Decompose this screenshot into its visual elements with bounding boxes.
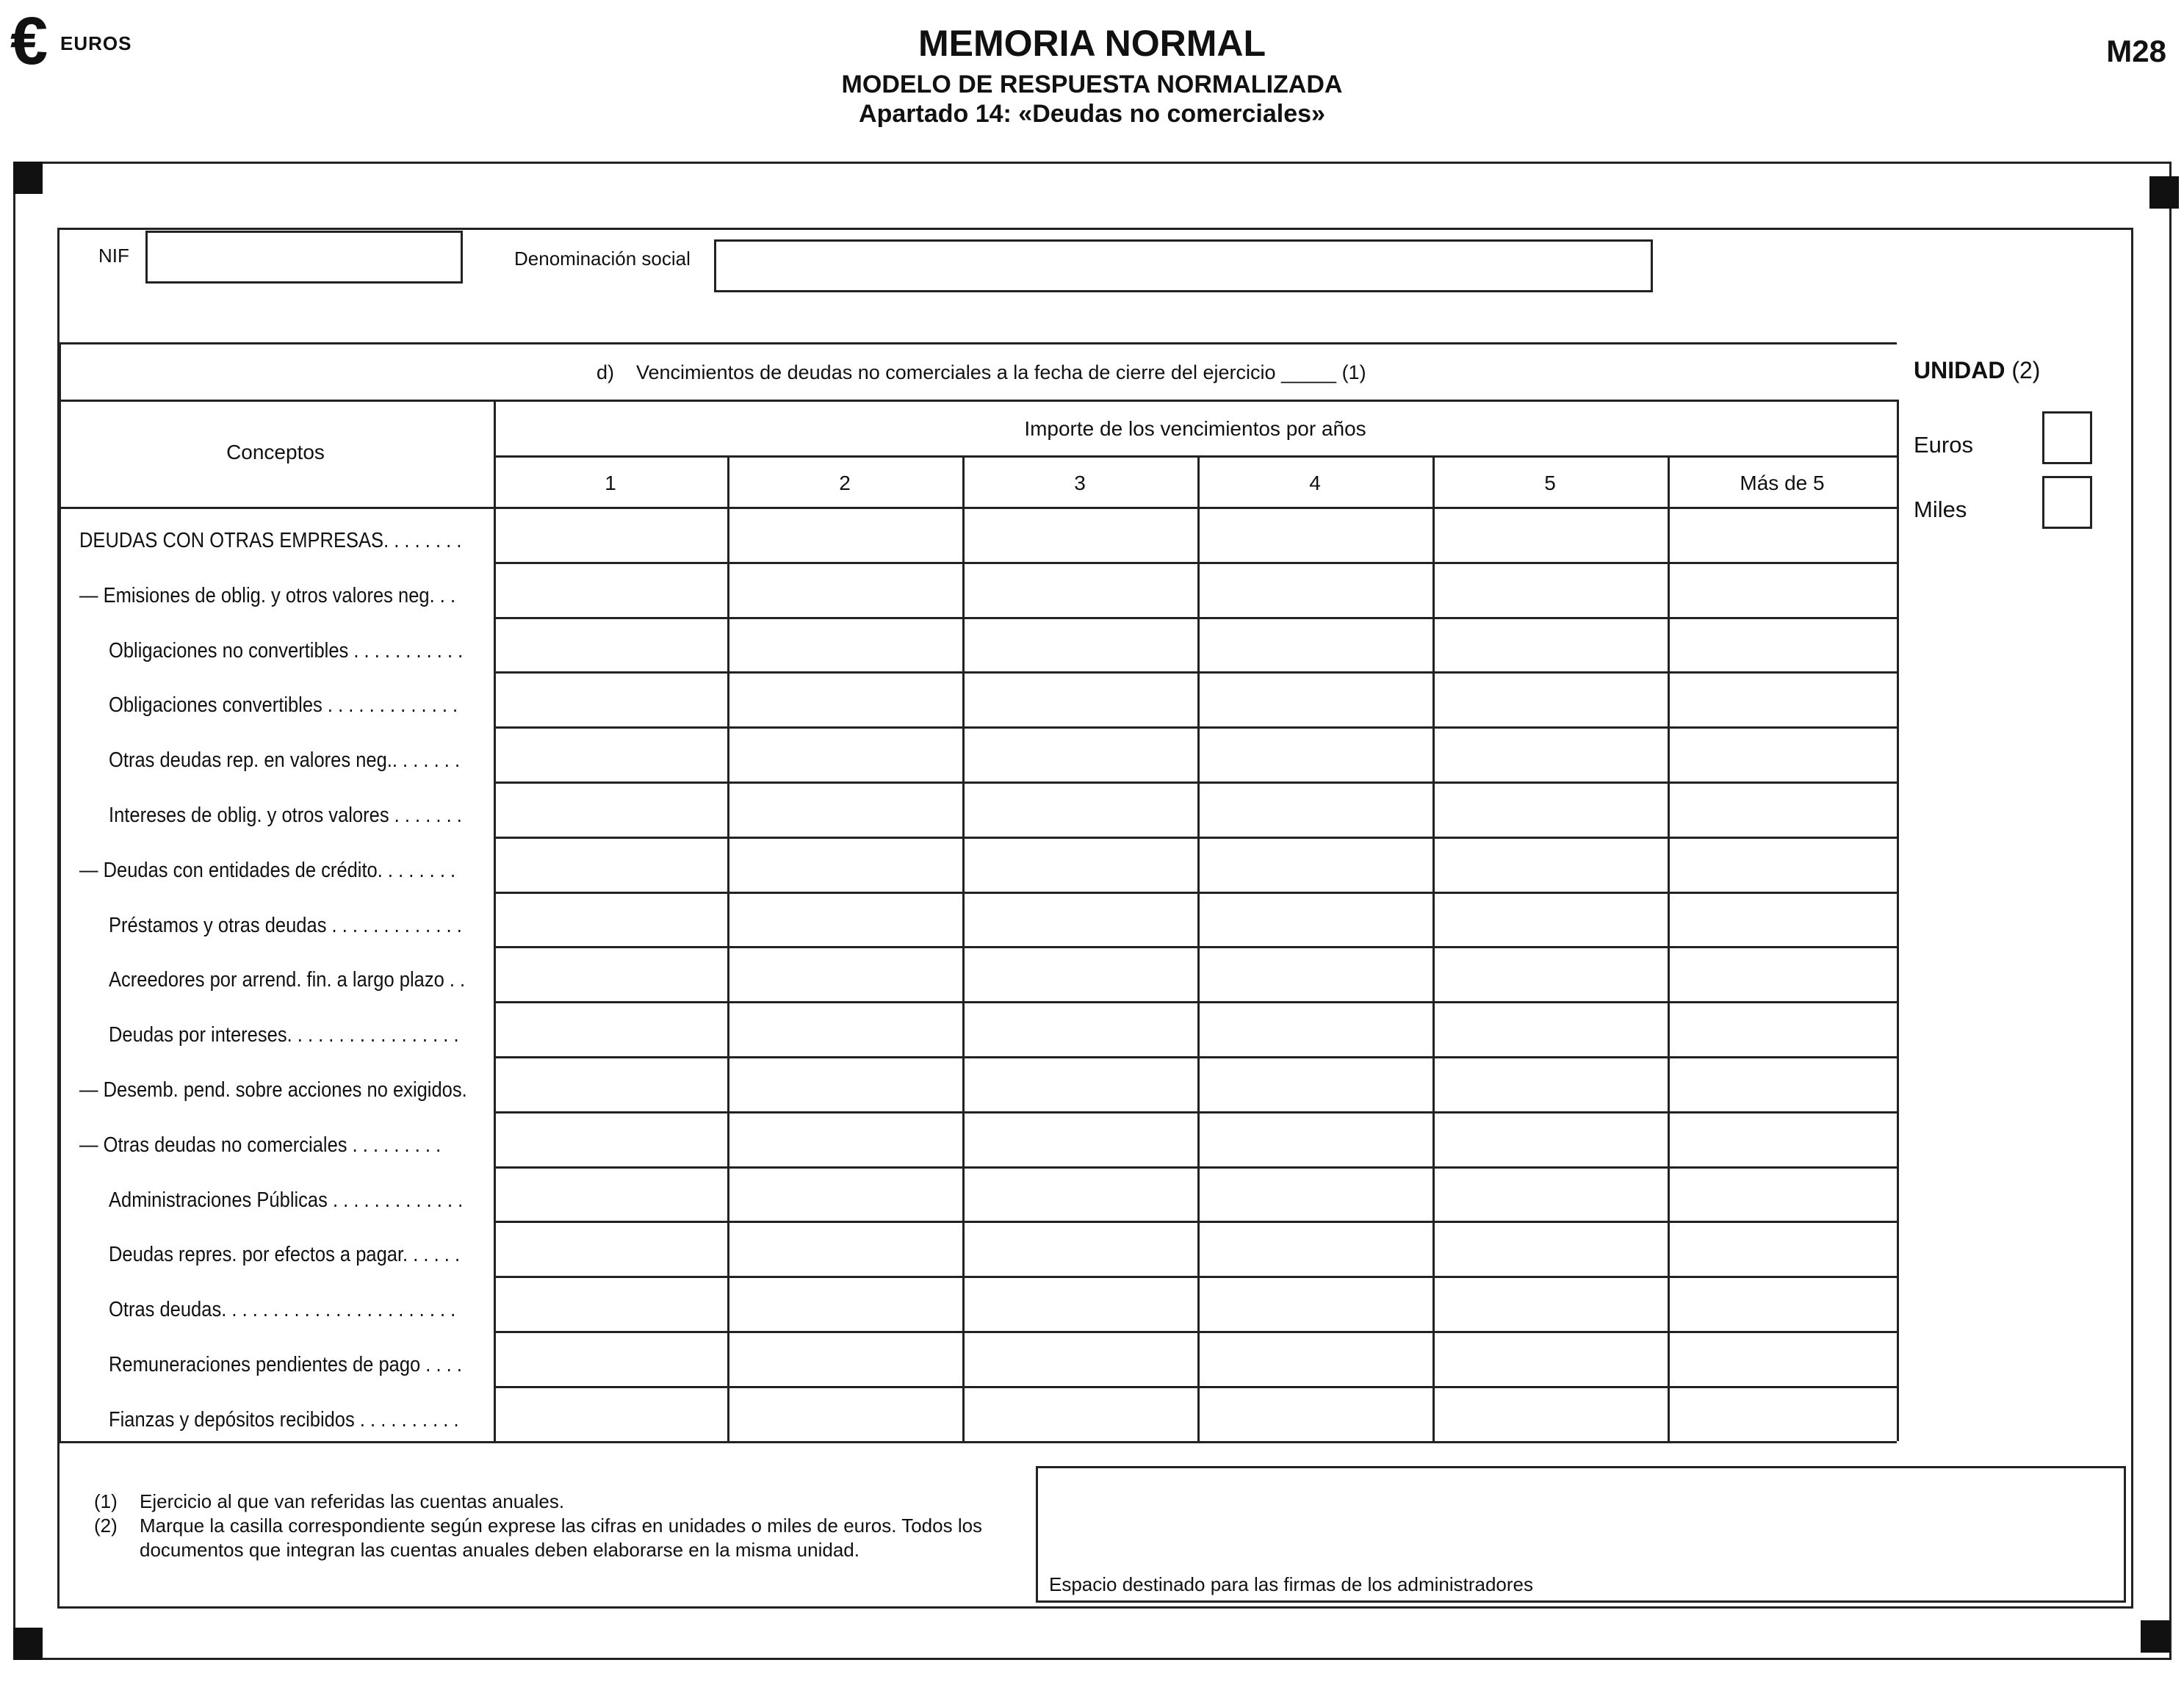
concept-label: — Otras deudas no comerciales . . . . . . . . . bbox=[79, 1133, 442, 1157]
denominacion-field[interactable] bbox=[714, 239, 1653, 292]
concept-label: Obligaciones no convertibles . . . . . . . . . . . bbox=[109, 638, 464, 663]
amount-input-cell[interactable] bbox=[496, 1334, 725, 1383]
amount-input-cell[interactable] bbox=[729, 1004, 960, 1053]
amount-input-cell[interactable] bbox=[1435, 1334, 1665, 1383]
footnote-1-number: (1) bbox=[94, 1490, 118, 1512]
table-row bbox=[59, 1331, 1897, 1386]
amount-input-cell[interactable] bbox=[1435, 1114, 1665, 1163]
amount-input-cell[interactable] bbox=[1200, 949, 1430, 998]
amount-input-cell[interactable] bbox=[729, 784, 960, 834]
amount-input-cell[interactable] bbox=[1200, 620, 1430, 669]
amount-input-cell[interactable] bbox=[965, 1004, 1195, 1053]
amount-input-cell[interactable] bbox=[1670, 674, 1895, 723]
amount-input-cell[interactable] bbox=[1200, 1004, 1430, 1053]
amount-input-cell[interactable] bbox=[1670, 1334, 1895, 1383]
amount-input-cell[interactable] bbox=[965, 1279, 1195, 1328]
amount-input-cell[interactable] bbox=[1200, 895, 1430, 944]
amount-input-cell[interactable] bbox=[496, 949, 725, 998]
concept-label: — Deudas con entidades de crédito. . . . . . . . bbox=[79, 858, 456, 882]
maturities-table bbox=[59, 342, 1897, 1441]
euro-icon: € bbox=[10, 4, 48, 79]
table-row bbox=[59, 726, 1897, 782]
amount-input-cell[interactable] bbox=[729, 1059, 960, 1108]
concept-label: Administraciones Públicas . . . . . . . . . . . . . bbox=[109, 1188, 464, 1212]
amount-input-cell[interactable] bbox=[729, 1389, 960, 1438]
amount-input-cell[interactable] bbox=[965, 1334, 1195, 1383]
amount-input-cell[interactable] bbox=[1670, 1059, 1895, 1108]
amount-input-cell[interactable] bbox=[729, 1279, 960, 1328]
amount-input-cell[interactable] bbox=[1435, 510, 1665, 559]
concept-label: DEUDAS CON OTRAS EMPRESAS. . . . . . . . bbox=[79, 529, 462, 552]
table-row bbox=[59, 1221, 1897, 1276]
table-title-prefix: d) bbox=[597, 361, 615, 383]
year-column-header: Más de 5 bbox=[1740, 472, 1825, 494]
amount-input-cell[interactable] bbox=[1200, 1279, 1430, 1328]
concepts-header: Conceptos bbox=[226, 441, 325, 463]
page-subtitle: MODELO DE RESPUESTA NORMALIZADA bbox=[841, 71, 1343, 98]
amount-input-cell[interactable] bbox=[965, 949, 1195, 998]
concept-label: — Desemb. pend. sobre acciones no exigidos. bbox=[79, 1078, 467, 1102]
amount-input-cell[interactable] bbox=[1435, 840, 1665, 889]
amount-input-cell[interactable] bbox=[965, 1224, 1195, 1273]
amount-input-cell[interactable] bbox=[965, 895, 1195, 944]
year-column-header: 5 bbox=[1544, 472, 1556, 494]
unidad-miles-label: Miles bbox=[1914, 497, 1967, 522]
unidad-note-ref: (2) bbox=[2011, 357, 2041, 383]
amount-input-cell[interactable] bbox=[1670, 784, 1895, 834]
registration-mark-top-right bbox=[2149, 176, 2179, 209]
amount-input-cell[interactable] bbox=[1200, 565, 1430, 614]
amount-input-cell[interactable] bbox=[1435, 1004, 1665, 1053]
amount-input-cell[interactable] bbox=[1670, 1389, 1895, 1438]
amount-input-cell[interactable] bbox=[1435, 1389, 1665, 1438]
amount-input-cell[interactable] bbox=[496, 1224, 725, 1273]
amount-input-cell[interactable] bbox=[496, 729, 725, 779]
unidad-title-text: UNIDAD bbox=[1914, 357, 2005, 383]
amount-input-cell[interactable] bbox=[1670, 949, 1895, 998]
amount-input-cell[interactable] bbox=[965, 840, 1195, 889]
amount-input-cell[interactable] bbox=[496, 1169, 725, 1219]
amount-input-cell[interactable] bbox=[496, 510, 725, 559]
column-divider bbox=[1897, 400, 1899, 1441]
amount-input-cell[interactable] bbox=[1200, 1059, 1430, 1108]
amount-input-cell[interactable] bbox=[1200, 840, 1430, 889]
table-row bbox=[59, 1001, 1897, 1056]
table-row bbox=[59, 562, 1897, 617]
table-row bbox=[59, 1276, 1897, 1331]
amount-input-cell[interactable] bbox=[729, 729, 960, 779]
amount-input-cell[interactable] bbox=[1670, 1224, 1895, 1273]
footnote-2-cont bbox=[94, 1538, 982, 1562]
amount-input-cell[interactable] bbox=[965, 510, 1195, 559]
amount-input-cell[interactable] bbox=[1435, 1169, 1665, 1219]
amount-input-cell[interactable] bbox=[729, 949, 960, 998]
table-bottom-line bbox=[59, 1441, 1897, 1443]
amount-input-cell[interactable] bbox=[729, 510, 960, 559]
concept-label: Remuneraciones pendientes de pago . . . . bbox=[109, 1353, 462, 1376]
amount-input-cell[interactable] bbox=[1200, 510, 1430, 559]
year-column-header: 2 bbox=[839, 472, 851, 494]
concept-label: Intereses de oblig. y otros valores . . . . . . . bbox=[109, 804, 462, 827]
amount-input-cell[interactable] bbox=[1435, 1059, 1665, 1108]
registration-mark-bottom-left bbox=[13, 1628, 43, 1660]
amount-input-cell[interactable] bbox=[965, 784, 1195, 834]
table-row bbox=[59, 617, 1897, 672]
year-column-header: 1 bbox=[605, 472, 616, 494]
registration-mark-top-left bbox=[13, 162, 43, 194]
footnotes bbox=[94, 1490, 982, 1562]
amount-input-cell[interactable] bbox=[1435, 729, 1665, 779]
form-code: M28 bbox=[2106, 34, 2166, 68]
footnote-1 bbox=[94, 1490, 982, 1514]
amount-input-cell[interactable] bbox=[965, 620, 1195, 669]
unidad-title bbox=[1914, 357, 2040, 384]
denominacion-label: Denominación social bbox=[514, 248, 691, 270]
table-top-line bbox=[59, 342, 1897, 344]
concept-label: Préstamos y otras deudas . . . . . . . . . . . . . bbox=[109, 913, 462, 937]
amount-input-cell[interactable] bbox=[1435, 565, 1665, 614]
amount-input-cell[interactable] bbox=[1670, 1004, 1895, 1053]
table-row bbox=[59, 1386, 1897, 1441]
unidad-euros-checkbox[interactable] bbox=[2042, 411, 2092, 464]
table-row bbox=[59, 1056, 1897, 1111]
amount-input-cell[interactable] bbox=[1435, 1224, 1665, 1273]
amount-input-cell[interactable] bbox=[965, 1169, 1195, 1219]
amount-input-cell[interactable] bbox=[496, 895, 725, 944]
amount-input-cell[interactable] bbox=[1670, 840, 1895, 889]
amount-input-cell[interactable] bbox=[729, 620, 960, 669]
amount-input-cell[interactable] bbox=[1200, 784, 1430, 834]
amount-input-cell[interactable] bbox=[1670, 1279, 1895, 1328]
signature-label: Espacio destinado para las firmas de los administradores bbox=[1049, 1573, 1534, 1595]
table-title: Vencimientos de deudas no comerciales a la fecha de cierre del ejercicio _____ (1) bbox=[636, 361, 1366, 383]
concept-label: Obligaciones convertibles . . . . . . . . . . . . . bbox=[109, 693, 458, 718]
footnote-1-text: Ejercicio al que van referidas las cuentas anuales. bbox=[140, 1490, 565, 1512]
amount-input-cell[interactable] bbox=[1200, 729, 1430, 779]
amount-input-cell[interactable] bbox=[496, 840, 725, 889]
table-row bbox=[59, 1166, 1897, 1221]
amount-input-cell[interactable] bbox=[1435, 674, 1665, 723]
table-row bbox=[59, 892, 1897, 947]
amount-input-cell[interactable] bbox=[729, 674, 960, 723]
concept-label: Otras deudas rep. en valores neg.. . . . . . . bbox=[109, 748, 461, 773]
amount-input-cell[interactable] bbox=[496, 1059, 725, 1108]
concept-label: Otras deudas. . . . . . . . . . . . . . . . . . . . . . . bbox=[109, 1298, 456, 1322]
amount-input-cell[interactable] bbox=[1200, 1169, 1430, 1219]
footnote-2-cont-text: documentos que integran las cuentas anuales deben elaborarse en la misma unidad. bbox=[140, 1539, 859, 1561]
amount-input-cell[interactable] bbox=[496, 565, 725, 614]
section-title: Apartado 14: «Deudas no comerciales» bbox=[859, 100, 1325, 128]
amount-input-cell[interactable] bbox=[965, 729, 1195, 779]
year-column-header: 4 bbox=[1309, 472, 1321, 494]
concept-label: Acreedores por arrend. fin. a largo plazo . . bbox=[109, 968, 466, 992]
euros-label: EUROS bbox=[60, 32, 132, 54]
unidad-miles-checkbox[interactable] bbox=[2042, 476, 2092, 529]
amount-input-cell[interactable] bbox=[965, 565, 1195, 614]
amount-input-cell[interactable] bbox=[1200, 1389, 1430, 1438]
amount-input-cell[interactable] bbox=[1670, 1169, 1895, 1219]
amount-input-cell[interactable] bbox=[1670, 510, 1895, 559]
concept-label: Fianzas y depósitos recibidos . . . . . . . . . . bbox=[109, 1407, 459, 1432]
amount-input-cell[interactable] bbox=[1200, 674, 1430, 723]
table-row bbox=[59, 507, 1897, 562]
concept-label: Deudas repres. por efectos a pagar. . . . . . bbox=[109, 1243, 461, 1267]
table-row bbox=[59, 1111, 1897, 1166]
concept-label: — Emisiones de oblig. y otros valores neg. . . bbox=[79, 583, 456, 607]
nif-field[interactable] bbox=[145, 231, 463, 284]
table-row bbox=[59, 837, 1897, 892]
amount-input-cell[interactable] bbox=[1670, 1114, 1895, 1163]
amount-input-cell[interactable] bbox=[1670, 895, 1895, 944]
amount-input-cell[interactable] bbox=[496, 674, 725, 723]
amount-input-cell[interactable] bbox=[496, 1004, 725, 1053]
amount-input-cell[interactable] bbox=[496, 1389, 725, 1438]
amount-input-cell[interactable] bbox=[965, 1114, 1195, 1163]
amount-input-cell[interactable] bbox=[729, 840, 960, 889]
amount-input-cell[interactable] bbox=[1435, 895, 1665, 944]
title-bottom-line bbox=[59, 400, 1897, 402]
registration-mark-bottom-right bbox=[2141, 1620, 2170, 1653]
amount-input-cell[interactable] bbox=[1200, 1114, 1430, 1163]
amount-input-cell[interactable] bbox=[1670, 620, 1895, 669]
footnote-2-number: (2) bbox=[94, 1515, 118, 1537]
amount-input-cell[interactable] bbox=[729, 1334, 960, 1383]
table-row bbox=[59, 946, 1897, 1001]
amount-input-cell[interactable] bbox=[496, 1114, 725, 1163]
amount-input-cell[interactable] bbox=[965, 1059, 1195, 1108]
amount-input-cell[interactable] bbox=[1670, 729, 1895, 779]
table-row bbox=[59, 782, 1897, 837]
amount-input-cell[interactable] bbox=[965, 674, 1195, 723]
footnote-2 bbox=[94, 1514, 982, 1538]
amount-input-cell[interactable] bbox=[496, 620, 725, 669]
nif-label: NIF bbox=[98, 245, 129, 267]
amount-input-cell[interactable] bbox=[965, 1389, 1195, 1438]
year-column-header: 3 bbox=[1074, 472, 1086, 494]
amount-input-cell[interactable] bbox=[729, 1224, 960, 1273]
concept-label: Deudas por intereses. . . . . . . . . . . . . . . . . bbox=[109, 1023, 459, 1047]
amounts-header: Importe de los vencimientos por años bbox=[1024, 417, 1366, 440]
amount-input-cell[interactable] bbox=[729, 895, 960, 944]
amount-input-cell[interactable] bbox=[1200, 1224, 1430, 1273]
amount-input-cell[interactable] bbox=[496, 784, 725, 834]
footnote-2-text: Marque la casilla correspondiente según exprese las cifras en unidades o miles de euros. Todos los bbox=[140, 1515, 983, 1537]
amount-input-cell[interactable] bbox=[1435, 784, 1665, 834]
amount-input-cell[interactable] bbox=[729, 1114, 960, 1163]
unidad-euros-label: Euros bbox=[1914, 432, 1973, 458]
amount-input-cell[interactable] bbox=[1670, 565, 1895, 614]
amount-input-cell[interactable] bbox=[1435, 949, 1665, 998]
table-row bbox=[59, 671, 1897, 726]
amount-input-cell[interactable] bbox=[1435, 1279, 1665, 1328]
amount-input-cell[interactable] bbox=[1200, 1334, 1430, 1383]
amount-input-cell[interactable] bbox=[1435, 620, 1665, 669]
amount-input-cell[interactable] bbox=[729, 1169, 960, 1219]
amount-input-cell[interactable] bbox=[729, 565, 960, 614]
page-title: MEMORIA NORMAL bbox=[918, 23, 1266, 64]
amounts-header-line bbox=[494, 455, 1897, 458]
amount-input-cell[interactable] bbox=[496, 1279, 725, 1328]
